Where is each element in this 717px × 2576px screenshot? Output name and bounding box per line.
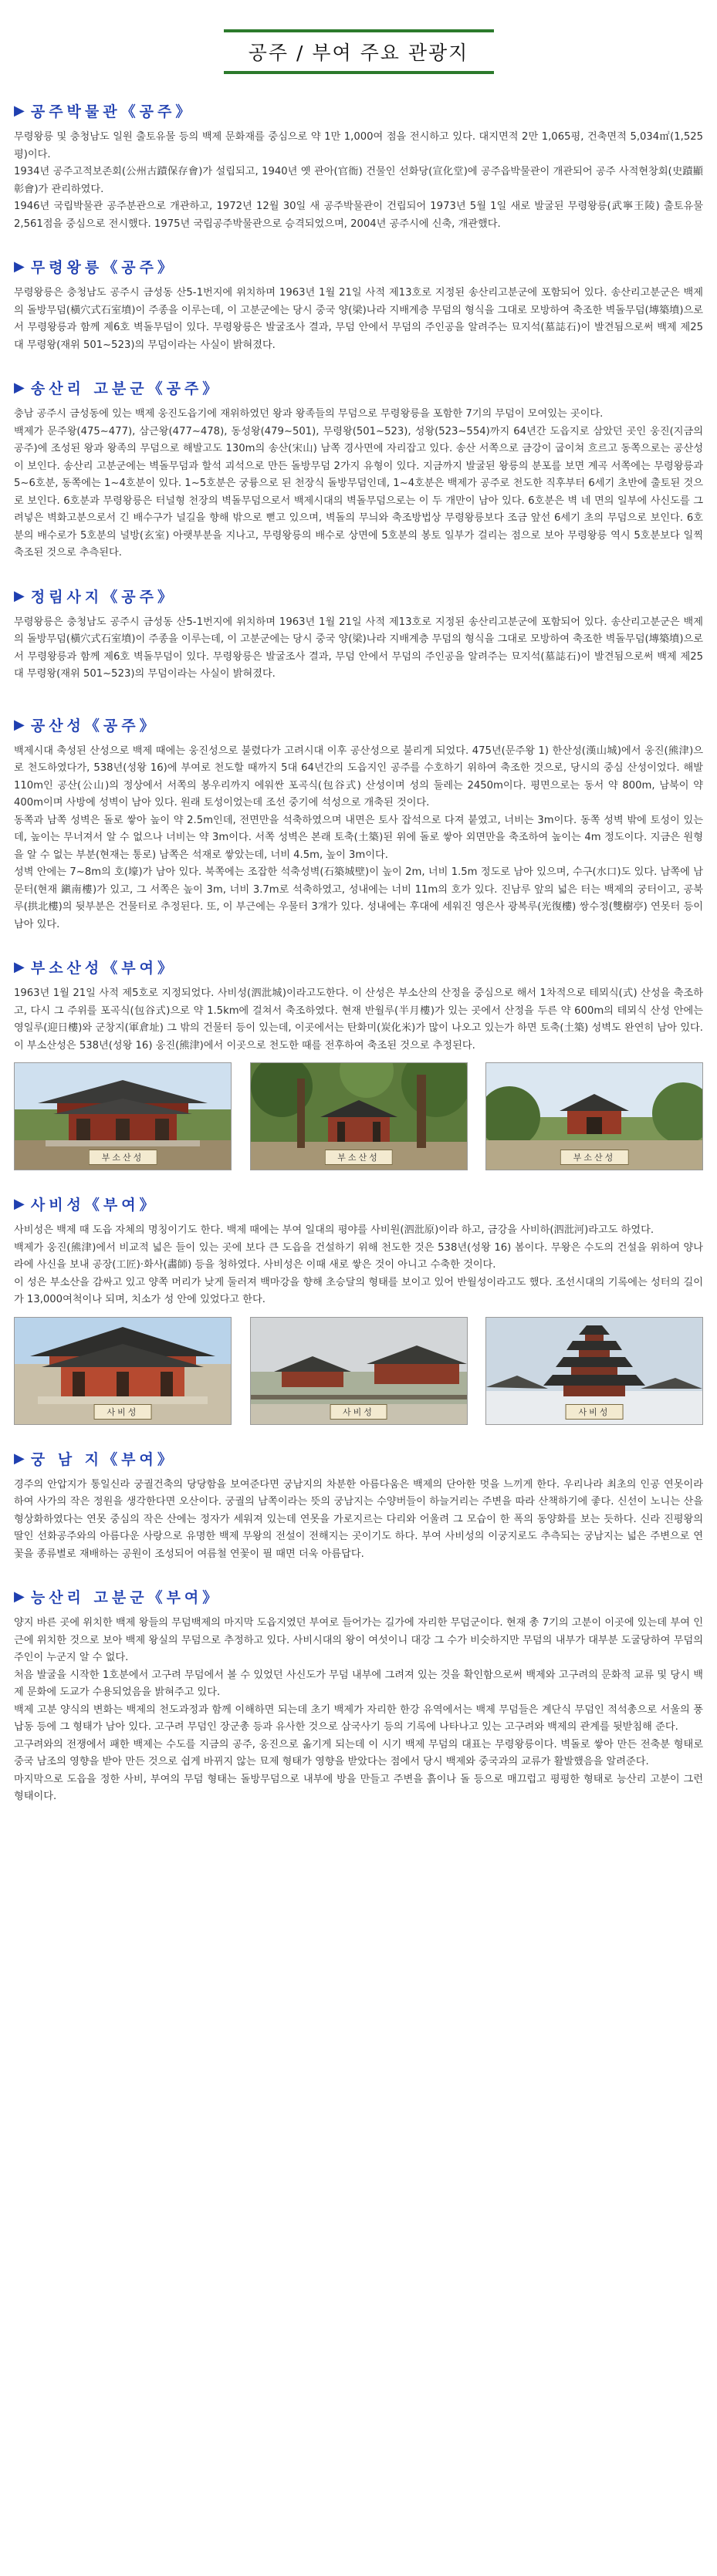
triangle-right-icon: ▶ bbox=[14, 103, 25, 119]
section-heading-text: 사비성《부여》 bbox=[30, 1197, 158, 1214]
section-heading-text: 무령왕릉《공주》 bbox=[30, 259, 176, 276]
triangle-right-icon: ▶ bbox=[14, 1588, 25, 1605]
section-heading bbox=[14, 1193, 703, 1214]
triangle-right-icon: ▶ bbox=[14, 258, 25, 275]
paragraph: 1934년 공주고적보존회(公州古蹟保存會)가 설립되고, 1940년 옛 관아(官衙) 건물인 선화당(宣化堂)에 공주읍박물관이 개관되어 공주 사적현창회(史蹟顯彰會)가 관리하였다. bbox=[14, 166, 703, 195]
section-heading bbox=[14, 377, 703, 398]
photo-caption: 사비성 bbox=[330, 1404, 387, 1420]
photo-buso-gate bbox=[485, 1062, 703, 1170]
triangle-right-icon: ▶ bbox=[14, 380, 25, 396]
paragraph: 동쪽과 남쪽 성벽은 돌로 쌓아 높이 약 2.5m인데, 전면만을 석축하였으며 내면은 토사 잡석으로 다져 붙였고, 너비는 3m이다. 동쪽 성벽 밖에 토성이 있는데, 높이는 무너져서 알 수 없으나 너비는 약 3m이다. 서쪽 성벽은 본래 토축(土築)된 위에 돌로 쌓아 외면만을 축조하여 높이는 4m 정도이다. 지금은 원형을 알 수 없는 부분(현재는 통로) 남쪽은 석재로 쌓았는데, 너비 4.5m, 높이 3m이다. bbox=[14, 814, 703, 861]
paragraph: 백제 고분 양식의 변화는 백제의 천도과정과 함께 이해하면 되는데 초기 백제가 자리한 한강 유역에서는 백제 무덤들은 계단식 무덤인 적석총으로 서울의 풍납동 등에 그 형태가 남아 있다. 고구려 무덤인 장군총 등과 유사한 것으로 삼국사기 등의 기록에 나타나고 있는 고구려와 백제의 관계를 뒷받침해 준다. bbox=[14, 1703, 703, 1733]
photo-caption: 부소산성 bbox=[89, 1150, 157, 1165]
triangle-right-icon: ▶ bbox=[14, 716, 25, 733]
paragraph: 백제시대 축성된 산성으로 백제 때에는 웅진성으로 불렸다가 고려시대 이후 공산성으로 불리게 되었다. 475년(문주왕 1) 한산성(漢山城)에서 웅진(熊津)으로 천도하였다가, 538년(성왕 16)에 부여로 천도할 때까지 5대 64년간의 도읍지인 공주를 수호하기 위하여 축조한 것으로, 당시의 중심 산성이었다. 해발 110m인 공산(公山)의 정상에서 서쪽의 봉우리까지 에워싼 포곡식(包谷式) 산성이며 성의 둘레는 2450m이다. 평면으로는 동서 약 800m, 남북이 약 400m이며 사방에 성벽이 남아 있다. 원래 토성이었는데 조선 중기에 석성으로 개축된 것이다. bbox=[14, 744, 703, 809]
paragraph: 1963년 1월 21일 사적 제5호로 지정되었다. 사비성(泗沘城)이라고도한다. 이 산성은 부소산의 산정을 중심으로 해서 1차적으로 테뫼식(式) 산성을 축조하고, 다시 그 주위를 포곡식(包谷式)으로 약 1.5km에 걸쳐서 축조하였다. 현재 반월루(半月樓)가 있는 곳에서 산정을 두른 약 600m의 테뫼식 산성 안에는 영일루(迎日樓)와 군창지(軍倉址) 그 밖의 건물터 등이 있는데, 이곳에서는 탄화미(炭化米)가 많이 나오고 있는가 하면 토축(土築) 성벽도 완연히 남아 있다. 이 부소산성은 538년(성왕 16) 웅진(熊津)에서 이곳으로 천도한 때를 전후하여 축조된 것으로 추정된다. bbox=[14, 988, 703, 1052]
photo-sabi-complex bbox=[250, 1317, 468, 1425]
triangle-right-icon: ▶ bbox=[14, 1450, 25, 1467]
section-heading-text: 공산성《공주》 bbox=[30, 717, 158, 734]
photo-caption: 부소산성 bbox=[324, 1150, 393, 1165]
paragraph: 고구려와의 전쟁에서 패한 백제는 수도를 지금의 공주, 웅진으로 옮기게 되는데 이 시기 백제 무덤의 대표는 무령왕릉이다. 벽돌로 쌓아 만든 전축분 형태로 중국 남조의 영향을 받아 만든 것으로 쉽게 바뀌지 않는 묘제 형태가 영향을 받았다는 점에서 당시 백제와 중국과의 교류가 활발했음을 알려준다. bbox=[14, 1738, 703, 1767]
page bbox=[0, 29, 717, 2576]
section-heading bbox=[14, 1586, 703, 1607]
paragraph: 처음 발굴을 시작한 1호분에서 고구려 무덤에서 볼 수 있었던 사신도가 무덤 내부에 그려져 있는 것을 확인함으로써 백제와 고구려의 문화적 교류 및 당시 백제 문화에 도교가 수용되었음을 밝혀주고 있다. bbox=[14, 1669, 703, 1698]
section-heading-text: 공주박물관《공주》 bbox=[30, 103, 194, 120]
section-songsan-tombs bbox=[14, 377, 703, 562]
triangle-right-icon: ▶ bbox=[14, 587, 25, 604]
section-heading-text: 송산리 고분군《공주》 bbox=[30, 380, 222, 397]
photo-sabi-hall bbox=[14, 1317, 232, 1425]
photo-buso-pavilion bbox=[14, 1062, 232, 1170]
paragraph: 무령왕릉 및 충청남도 일원 출토유물 등의 백제 문화재를 중심으로 약 1만 1,000여 점을 전시하고 있다. 대지면적 2만 1,065평, 건축면적 5,034㎡(1,525평)이다. bbox=[14, 131, 703, 160]
paragraph: 사비성은 백제 때 도읍 자체의 명칭이기도 한다. 백제 때에는 부여 일대의 평야를 사비원(泗沘原)이라 하고, 금강을 사비하(泗沘河)라고도 하였다. bbox=[14, 1224, 654, 1236]
paragraph: 마지막으로 도읍을 정한 사비, 부여의 무덤 형태는 돌방무덤으로 내부에 방을 만들고 주변을 흙이나 돌 등으로 매끄럽고 평평한 형태로 능산리 고분이 그런 형태이다. bbox=[14, 1773, 703, 1802]
section-heading bbox=[14, 586, 703, 606]
photo-sabi-pagoda bbox=[485, 1317, 703, 1425]
paragraph: 양지 바른 곳에 위치한 백제 왕들의 무덤백제의 마지막 도읍지였던 부여로 들어가는 길가에 자리한 무덤군이다. 현재 총 7기의 고분이 이곳에 있는데 부여 인근에 위치한 것으로 보아 백제 왕실의 무덤으로 추정하고 있다. 사비시대의 왕이 여섯이니 대강 그 수가 비슷하지만 무덤의 내부가 대부분 도굴당하여 무덤의 주인이 누군지 알 수 없다. bbox=[14, 1617, 703, 1663]
paragraph: 무령왕릉은 충청남도 공주시 금성동 산5-1번지에 위치하며 1963년 1월 21일 사적 제13호로 지정된 송산리고분군에 포함되어 있다. 송산리고분군은 백제의 돌방무덤(橫穴式石室墳)이 주종을 이루는데, 이 고분군에는 당시 중국 양(梁)나라 지배계층 무덤의 형식을 그대로 모방하여 축조한 벽돌무덤(塼築墳)으로서 무령왕릉과 함께 제6호 벽돌무덤이 있다. 무령왕릉은 발굴조사 결과, 무덤 안에서 무덤의 주인공을 알려주는 묘지석(墓誌石)이 발견됨으로써 백제 제25대 무령왕(재위 501~523)의 무덤이라는 사실이 밝혀졌다. bbox=[14, 287, 703, 351]
paragraph: 성벽 안에는 7~8m의 호(壕)가 남아 있다. 북쪽에는 조잡한 석축성벽(石築城壁)이 높이 2m, 너비 1.5m 정도로 남아 있으며, 수구(水口)도 있다. 남쪽에 남문터(현재 鎭南樓)가 있고, 그 서쪽은 높이 3m, 너비 3.7m로 석축하였고, 성내에는 너비 11m의 호가 있다. 진남루 앞의 넓은 터는 백제의 궁터이고, 공북루(拱北樓)의 뒷부분은 건물터로 추정된다. 또, 이 부근에는 우물터 3개가 있다. 성내에는 후대에 세워진 영은사 광복루(光復樓) 쌍수정(雙樹亭) 연못터 등이 남아 있다. bbox=[14, 866, 703, 930]
section-busosanseong bbox=[14, 957, 703, 1170]
section-heading bbox=[14, 714, 703, 735]
section-heading-text: 궁 남 지《부여》 bbox=[30, 1450, 176, 1468]
paragraph: 이 성은 부소산을 감싸고 있고 양쪽 머리가 낮게 둘러져 백마강을 향해 초승달의 형태를 보이고 있어 반월성이라고도 했다. 조선시대의 기록에는 성터의 길이가 13,000여척이나 되며, 치소가 성 안에 있었다고 한다. bbox=[14, 1276, 703, 1305]
section-heading-text: 능산리 고분군《부여》 bbox=[30, 1589, 222, 1606]
triangle-right-icon: ▶ bbox=[14, 959, 25, 975]
triangle-right-icon: ▶ bbox=[14, 1196, 25, 1212]
section-heading bbox=[14, 957, 703, 977]
section-gongsanseong bbox=[14, 714, 703, 934]
section-sabiseong bbox=[14, 1193, 703, 1425]
section-heading bbox=[14, 256, 703, 277]
section-neungsanri-tombs bbox=[14, 1586, 703, 1806]
photo-caption: 사비성 bbox=[94, 1404, 152, 1420]
page-title: 공주 / 부여 주요 관광지 bbox=[224, 29, 494, 74]
section-heading bbox=[14, 1448, 703, 1469]
section-gongju-museum bbox=[14, 100, 703, 233]
section-muryeong-tomb bbox=[14, 256, 703, 354]
paragraph: 충남 공주시 금성동에 있는 백제 웅진도읍기에 재위하였던 왕과 왕족들의 무덤으로 무령왕릉을 포함한 7기의 무덤이 모여있는 곳이다. bbox=[14, 408, 604, 420]
section-heading-text: 부소산성《부여》 bbox=[30, 960, 176, 977]
paragraph: 백제가 웅진(熊津)에서 비교적 넓은 들이 있는 곳에 보다 큰 도읍을 건설하기 위해 천도한 것은 538년(성왕 16) 봄이다. 무왕은 수도의 건설을 위하여 양나라에 사신을 보내 공장(工匠)·화사(畵師) 등을 청하였다. 사비성은 이때 새로 쌓은 것이 아니고 수축한 것이다. bbox=[14, 1241, 703, 1271]
section-heading-text: 정림사지《공주》 bbox=[30, 588, 176, 606]
photo-caption: 사비성 bbox=[566, 1404, 624, 1420]
paragraph: 무령왕릉은 충청남도 공주시 금성동 산5-1번지에 위치하며 1963년 1월 21일 사적 제13호로 지정된 송산리고분군에 포함되어 있다. 송산리고분군은 백제의 돌방무덤(橫穴式石室墳)이 주종을 이루는데, 이 고분군에는 당시 중국 양(梁)나라 지배계층 무덤의 형식을 그대로 모방하여 축조한 벽돌무덤(塼築墳)으로서 무령왕릉과 함께 제6호 벽돌무덤이 있다. 무령왕릉은 발굴조사 결과, 무덤 안에서 무덤의 주인공을 알려주는 묘지석(墓誌石)이 발견됨으로써 백제 제25대 무령왕(재위 501~523)의 무덤이라는 사실이 밝혀졌다. bbox=[14, 616, 703, 680]
photo-buso-forest bbox=[250, 1062, 468, 1170]
photo-caption: 부소산성 bbox=[560, 1150, 629, 1165]
section-heading bbox=[14, 100, 703, 121]
section-jeongnimsa bbox=[14, 586, 703, 684]
paragraph: 경주의 안압지가 통일신라 궁궐건축의 당당함을 보여준다면 궁남지의 차분한 아름다움은 백제의 단아한 멋을 느끼게 한다. 우리나라 최초의 인공 연못이라 하여 사가의 작은 정원을 생각한다면 오산이다. 궁궐의 남쪽이라는 뜻의 궁남지는 수양버들이 하늘거리는 주변을 따라 산책하기에 좋다. 신선이 노니는 산을 형상화하였다는 연못 중심의 작은 산에는 정자가 세워져 있는데 연못을 가로지르는 다리와 어울려 그 모습이 한 폭의 동양화를 보는 듯하다. 신라 진평왕의 딸인 선화공주와의 아름다운 사랑으로 유명한 백제 무왕의 전설이 전해지는 곳이기도 하다. 부여 사비성의 이궁지로도 추측되는 궁남지는 넓은 주변으로 연꽃을 종류별로 재배하는 공원이 조성되어 여름철 연꽃이 필 때면 더욱 아름답다. bbox=[14, 1478, 703, 1560]
paragraph: 백제가 문주왕(475∼477), 삼근왕(477∼478), 동성왕(479∼501), 무령왕(501∼523), 성왕(523∼554)까지 64년간 도읍지로 삼았던 곳인 웅진(지금의 공주)에 조성된 왕과 왕족의 무덤으로 해발고도 130m의 송산(宋山) 남쪽 경사면에 자리잡고 있다. 송산 서쪽으로 금강이 굽이쳐 흐르고 동쪽으로는 공산성이 보인다. 송산리 고분군에는 벽돌무덤과 할석 괴석으로 만든 돌방무덤 2가지 유형이 있다. 지금까지 발굴된 왕릉의 분포를 보면 계곡 서쪽에는 무령왕릉과 5~6호분, 동쪽에는 1~4호분이 있다. 1~5호분은 궁륭으로 된 천장식 돌방무덤인데, 1~4호분은 백제가 공주로 천도한 직후부터 6세기 초반에 출토된 것으로 보인다. 6호분과 무령왕릉은 터널형 천장의 벽돌무덤으로서 백제시대의 벽돌무덤으로는 이 두 개만이 남아 있다. 6호분은 벽 네 면의 일부에 사신도를 그려넣은 벽화고분으로서 긴 배수구가 널길을 향해 밖으로 뻗고 있으며, 벽돌의 무늬와 축조방법상 무령왕릉보다 조금 앞선 6세기 초의 무덤으로 보인다. 6호분의 배수로가 5호분의 널방(玄室) 아랫부분을 지나고, 무령왕릉의 배수로 상면에 5호분의 봉토 일부가 걸리는 점으로 보아 무령왕릉 역시 5호분보다 일찍 축조된 것으로 추측된다. bbox=[14, 425, 703, 559]
photo-row bbox=[14, 1317, 703, 1425]
paragraph: 1946년 국립박물관 공주분관으로 개관하고, 1972년 12월 30일 새 공주박물관이 건립되어 1973년 5월 1일 새로 발굴된 무령왕릉(武寧王陵) 출토유물 2,561점을 중심으로 전시했다. 1975년 국립공주박물관으로 승격되었으며, 2004년 공주시에 신축, 개관했다. bbox=[14, 201, 703, 230]
photo-row bbox=[14, 1062, 703, 1170]
section-gungnamji bbox=[14, 1448, 703, 1564]
